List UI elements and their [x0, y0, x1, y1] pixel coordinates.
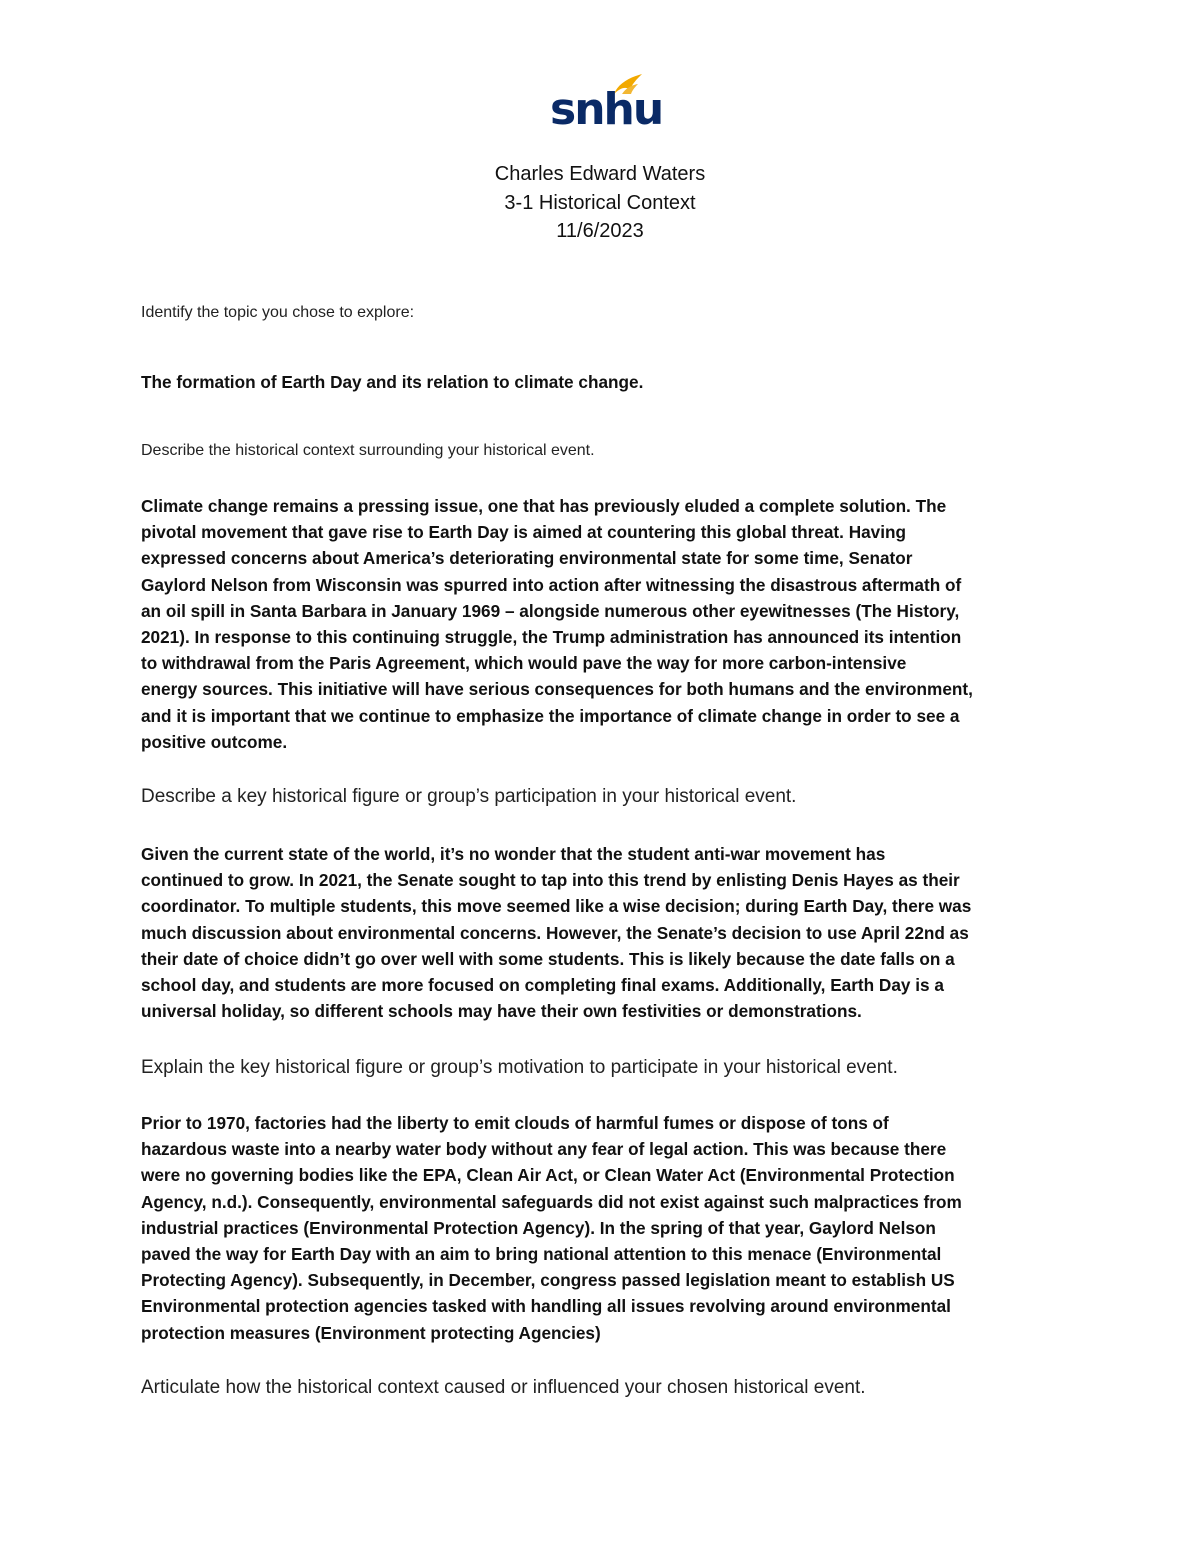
answer-line: to withdrawal from the Paris Agreement, which would pave the way for more carbon-intensive — [141, 653, 907, 674]
answer-line: Environmental protection agencies tasked with handling all issues revolving around environmental — [141, 1296, 951, 1317]
answer-line: continued to grow. In 2021, the Senate sought to tap into this trend by enlisting Denis Hayes as their — [141, 870, 960, 891]
answer-line: were no governing bodies like the EPA, Clean Air Act, or Clean Water Act (Environmental Protection — [141, 1165, 955, 1186]
answer-historical-context — [141, 493, 1061, 755]
answer-line: pivotal movement that gave rise to Earth Day is aimed at countering this global threat. Having — [141, 522, 907, 543]
answer-line: coordinator. To multiple students, this move seemed like a wise decision; during Earth Day, there was — [141, 896, 972, 917]
answer-line: paved the way for Earth Day with an aim to bring national attention to this menace (Environmental — [141, 1244, 942, 1265]
answer-line: Given the current state of the world, it’s no wonder that the student anti-war movement has — [141, 844, 886, 864]
answer-line: The formation of Earth Day and its relation to climate change. — [141, 372, 644, 392]
answer-line: Agency, n.d.). Consequently, environmental safeguards did not exist against such malpractices from — [141, 1191, 962, 1212]
document-date: 11/6/2023 — [556, 220, 644, 242]
answer-line: their date of choice didn’t go over well with some students. This is likely because the date falls on a — [141, 948, 955, 969]
prompt-influence: Articulate how the historical context caused or influenced your chosen historical event. — [141, 1377, 866, 1398]
logo-wordmark: snhu — [550, 84, 663, 135]
answer-line: Gaylord Nelson from Wisconsin was spurred into action after witnessing the disastrous aftermath of — [141, 574, 962, 595]
prompt-topic: Identify the topic you chose to explore: — [141, 304, 415, 321]
prompt-historical-context: Describe the historical context surrounding your historical event. — [141, 442, 595, 459]
answer-line: Protecting Agency). Subsequently, in December, congress passed legislation meant to establish US — [141, 1270, 955, 1291]
prompt-motivation: Explain the key historical figure or group’s motivation to participate in your historical event. — [141, 1057, 898, 1078]
answer-line: universal holiday, so different schools may have their own festivities or demonstrations. — [141, 1001, 862, 1022]
answer-line: positive outcome. — [141, 731, 288, 752]
answer-motivation — [141, 1110, 1061, 1346]
answer-line: an oil spill in Santa Barbara in January 1969 – alongside numerous other eyewitnesses (The History, — [141, 600, 960, 621]
answer-line: much discussion about environmental concerns. However, the Senate’s decision to use April 22nd as — [141, 922, 969, 943]
answer-topic — [141, 369, 1061, 395]
answer-line: Climate change remains a pressing issue, one that has previously eluded a complete solution. The — [141, 496, 947, 516]
assignment-title: 3-1 Historical Context — [504, 191, 696, 214]
answer-key-figure — [141, 841, 1061, 1024]
answer-line: 2021). In response to this continuing struggle, the Trump administration has announced its intention — [141, 627, 962, 648]
prompt-key-figure: Describe a key historical figure or group’s participation in your historical event. — [141, 786, 797, 807]
answer-line: Prior to 1970, factories had the liberty to emit clouds of harmful fumes or dispose of tons of — [141, 1113, 889, 1133]
answer-line: school day, and students are more focused on completing final exams. Additionally, Earth Day is a — [141, 975, 944, 996]
answer-line: expressed concerns about America’s deteriorating environmental state for some time, Senator — [141, 548, 913, 569]
answer-line: hazardous waste into a nearby water body without any fear of legal action. This was because there — [141, 1139, 947, 1160]
answer-line: and it is important that we continue to emphasize the importance of climate change in order to see a — [141, 705, 960, 726]
snhu-logo — [550, 72, 663, 135]
answer-line: energy sources. This initiative will have serious consequences for both humans and the environment, — [141, 679, 973, 700]
answer-line: protection measures (Environment protecting Agencies) — [141, 1322, 601, 1343]
author-name: Charles Edward Waters — [494, 163, 706, 185]
document-header — [0, 160, 1200, 246]
answer-line: industrial practices (Environmental Protection Agency). In the spring of that year, Gaylord Nelson — [141, 1217, 936, 1238]
